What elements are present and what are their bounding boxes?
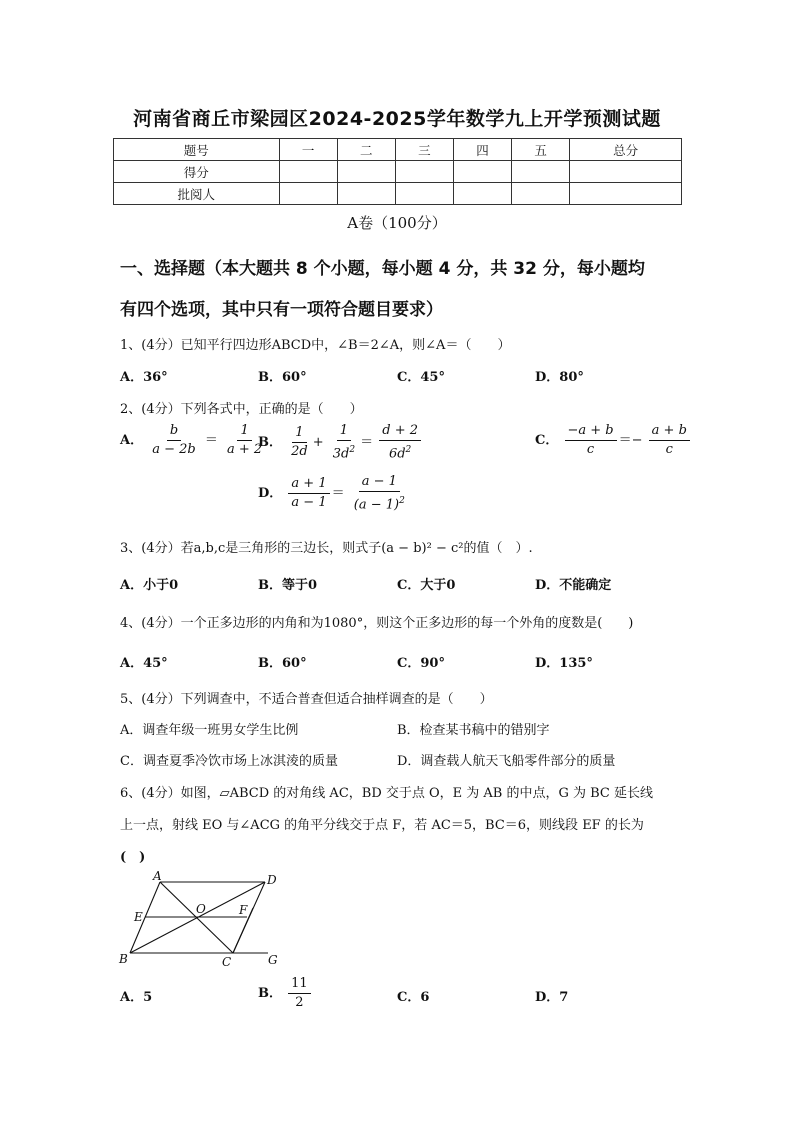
score-header-cell: 四 [453,139,511,161]
denominator: (a − 1) [353,497,400,513]
q2-option-c[interactable]: C． $\frac{-a + b}{c}$ ＝− $\frac{a + b}{c}$ [535,423,692,458]
section-heading-line2: 有四个选项，其中只有一项符合题目要求） [120,300,443,320]
numerator: a + b [649,423,690,441]
numerator: d + 2 [379,423,421,441]
fraction: $\frac{a - 1}{(a - 1)^2}$ [353,474,405,513]
q3-stem: 3、(4分）若a,b,c是三角形的三边长，则式子(a − b)² − c²的值（ ）. [120,541,533,556]
fraction: $\frac{d + 2}{6d^2}$ [379,423,421,462]
q6-option-b[interactable] [258,976,313,1011]
numerator: a − 1 [361,474,397,489]
q5-stem: 5、(4分）下列调查中，不适合普查但适合抽样调查的是（ ） [120,692,493,707]
score-table-row [114,161,682,183]
label-a: A [153,869,162,883]
fraction [288,976,311,1011]
fraction [149,423,199,458]
numerator: 1 [237,423,251,441]
q1-option-d[interactable]: D．80° [535,370,584,385]
q6-option-d[interactable]: D．7 [535,990,569,1005]
q4-option-c[interactable]: C．90° [397,656,445,671]
numerator: 1 [337,423,351,441]
q3-option-a[interactable]: A．小于0 [120,578,179,593]
numerator: 1 [292,425,306,443]
denominator: c [665,442,673,457]
score-cell[interactable] [512,161,570,183]
score-row-label: 得分 [114,161,280,183]
score-table-header-row [114,139,682,161]
q6-stem-line2: 上一点，射线 EO 与∠ACG 的角平分线交于点 F，若 AC＝5，BC＝6，则线段 EF 的长为 [120,818,644,833]
denominator: c [586,442,595,457]
score-header-cell: 五 [512,139,570,161]
label-o: O [196,902,206,916]
q5-option-a[interactable]: A．调查年级一班男女学生比例 [120,723,299,738]
q1-option-c[interactable]: C．45° [397,370,445,385]
q1-option-a[interactable]: A．36° [120,370,168,385]
q2-c-label: C． [535,433,559,448]
fraction [565,423,617,458]
denominator: 6d [388,446,406,462]
score-cell[interactable] [279,183,337,205]
q2-stem: 2、(4分）下列各式中，正确的是（ ） [120,402,363,417]
label-c: C [222,955,232,968]
score-row-label: 批阅人 [114,183,280,205]
q2-a-label: A． [120,433,144,448]
score-cell[interactable] [279,161,337,183]
label-b: B [119,952,128,966]
q1-stem: 1、(4分）已知平行四边形ABCD中，∠B＝2∠A，则∠A＝（ ） [120,338,511,353]
q3-option-b[interactable]: B．等于0 [258,578,318,593]
q2-option-a[interactable]: A． $\frac{b}{a - 2b}$ ＝ $\frac{1}{a + 2}$ [120,423,267,458]
q2-option-b[interactable]: B． $\frac{1}{2d}$ + $\frac{1}{3d^2}$ ＝ $\frac{d + 2}{6d^2}$ [258,423,423,462]
parallelogram-figure [115,868,285,968]
numerator: −a + b [565,423,617,441]
score-cell[interactable] [337,183,395,205]
fraction: $\frac{1}{3d^2}$ [332,423,356,462]
denominator: 2 [295,995,304,1010]
score-cell[interactable] [512,183,570,205]
denominator: a − 1 [291,495,327,511]
q6-option-c[interactable]: C．6 [397,990,430,1005]
q2-b-label: B． [258,435,282,451]
score-header-cell: 一 [279,139,337,161]
score-table-row [114,183,682,205]
q5-option-d[interactable]: D．调查载人航天飞船零件部分的质量 [397,754,616,769]
section-heading-line1: 一、选择题（本大题共 8 个小题，每小题 4 分，共 32 分，每小题均 [120,259,645,279]
label-e: E [134,910,143,924]
fraction [288,425,311,460]
denominator: a − 2b [152,442,196,457]
q2-option-d[interactable]: D． $\frac{a + 1}{a - 1}$ ＝ $\frac{a - 1}{(a - 1)^2}$ [258,474,410,513]
fraction [288,476,329,511]
score-cell[interactable] [570,161,682,183]
denominator: 3d [332,446,350,462]
score-cell[interactable] [395,161,453,183]
score-cell[interactable] [395,183,453,205]
score-table [113,138,682,205]
juan-heading: A卷（100分） [347,214,447,232]
q6-b-label: B． [258,986,282,1001]
q6-stem-line1: 6、(4分）如图，▱ABCD 的对角线 AC，BD 交于点 O，E 为 AB 的中点，G 为 BC 延长线 [120,786,654,801]
label-g: G [268,953,278,967]
score-cell[interactable] [453,183,511,205]
q6-stem-line3: ( ) [120,850,146,865]
q5-option-c[interactable]: C．调查夏季冷饮市场上冰淇淩的质量 [120,754,338,769]
exam-title: 河南省商丘市梁园区2024-2025学年数学九上开学预测试题 [133,108,661,130]
q1-option-b[interactable]: B．60° [258,370,307,385]
label-f: F [239,903,248,917]
score-header-cell: 三 [395,139,453,161]
q4-stem: 4、(4分）一个正多边形的内角和为1080°，则这个正多边形的每一个外角的度数是( ) [120,616,634,631]
q5-option-b[interactable]: B．检查某书稿中的错别字 [397,723,550,738]
denominator: 2d [291,444,308,460]
q2-d-label: D． [258,486,283,502]
denominator: a + 2 [227,442,263,457]
score-header-cell: 总分 [570,139,682,161]
q4-option-d[interactable]: D．135° [535,656,593,671]
score-header-cell: 题号 [114,139,280,161]
score-cell[interactable] [453,161,511,183]
numerator: 11 [288,976,311,994]
q6-option-a[interactable]: A．5 [120,990,153,1005]
q4-option-a[interactable]: A．45° [120,656,168,671]
q3-option-d[interactable]: D．不能确定 [535,578,612,593]
numerator: b [167,423,181,441]
score-cell[interactable] [337,161,395,183]
score-header-cell: 二 [337,139,395,161]
numerator: a + 1 [288,476,329,494]
q4-option-b[interactable]: B．60° [258,656,307,671]
score-cell[interactable] [570,183,682,205]
q3-option-c[interactable]: C．大于0 [397,578,456,593]
fraction [649,423,690,458]
label-d: D [267,873,277,887]
